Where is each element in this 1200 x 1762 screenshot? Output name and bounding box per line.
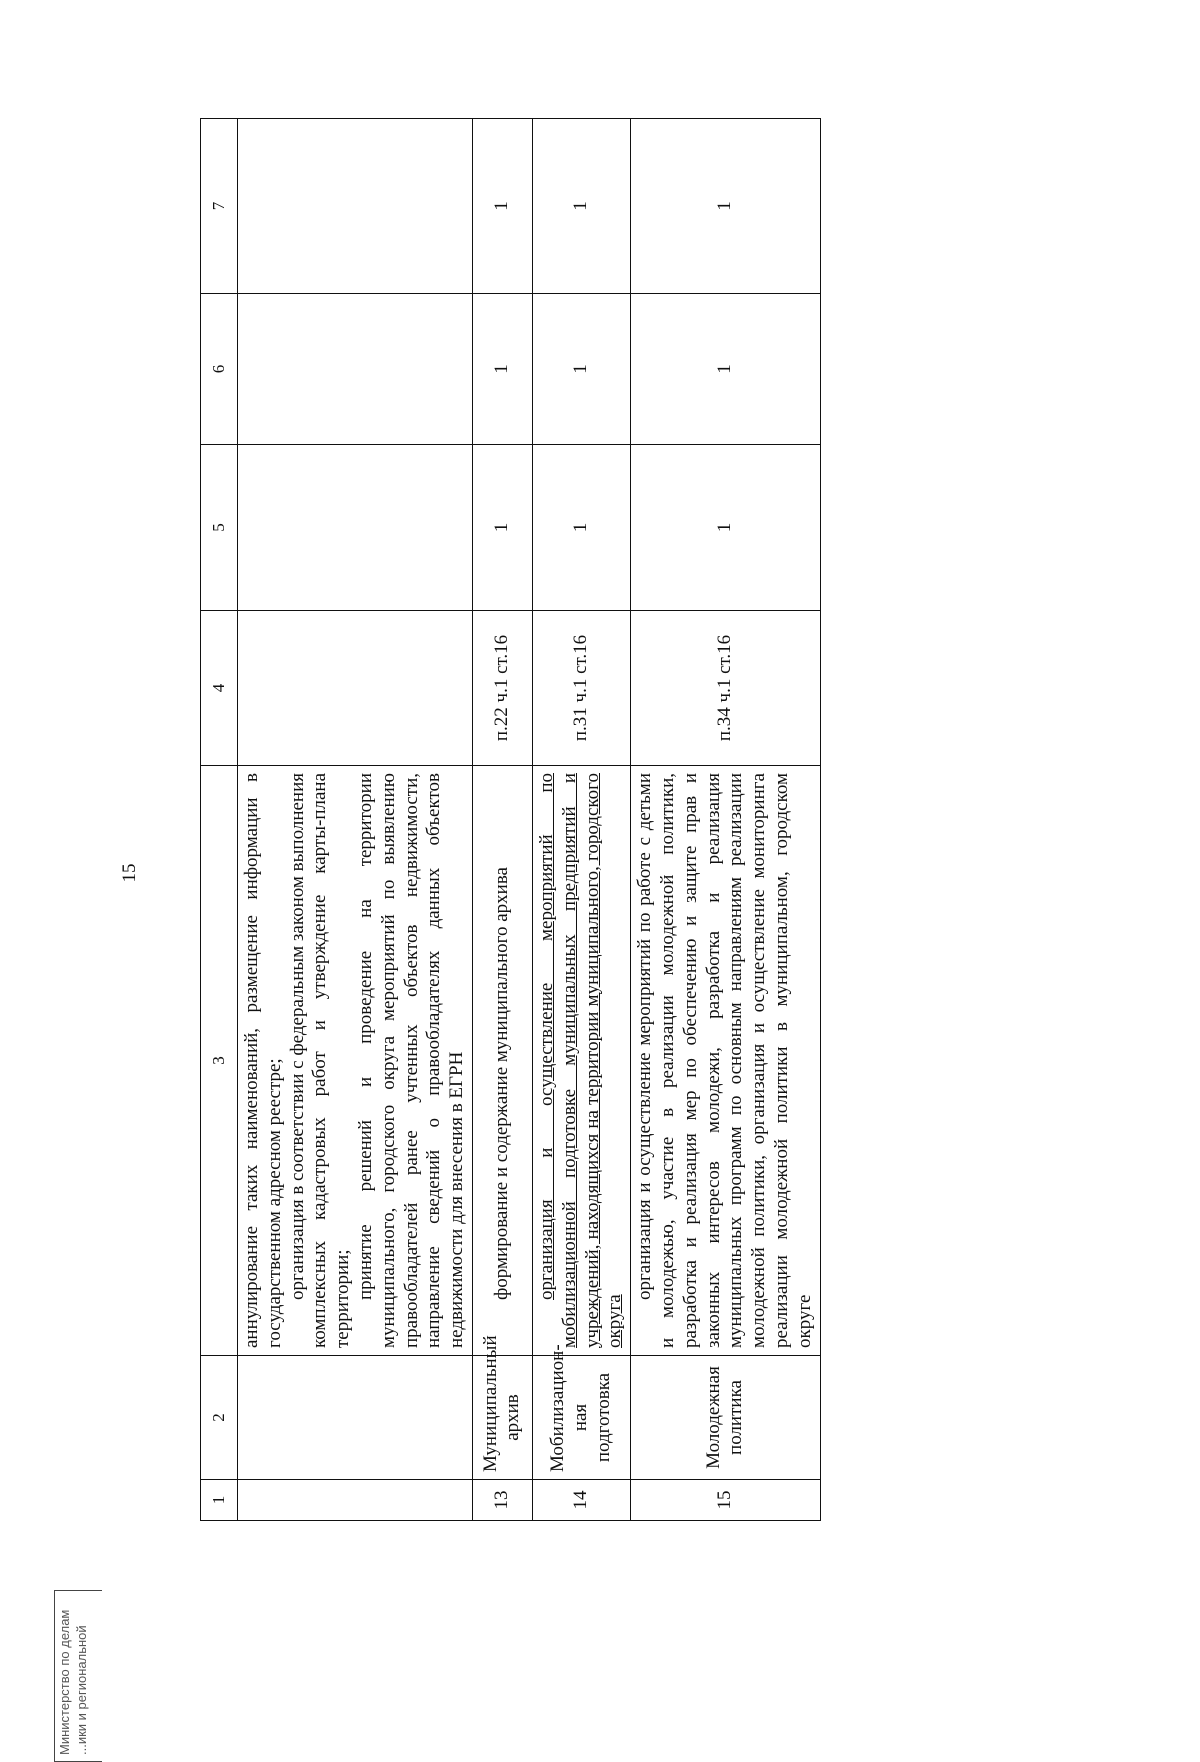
competence-description: формирование и содержание муниципального архива [472, 766, 532, 1356]
row-number: 14 [532, 1480, 630, 1521]
continuation-description [238, 766, 473, 1356]
law-reference: п.31 ч.1 ст.16 [532, 611, 630, 766]
value-cell: 1 [472, 119, 532, 294]
description-paragraph: организация в соответствии с федеральным законом выполнения комплексных кадастровых работ и утверждение карты-плана территории; [286, 773, 354, 1348]
law-reference: п.34 ч.1 ст.16 [631, 611, 820, 766]
header-cell-7: 7 [201, 119, 238, 294]
cell-empty [238, 294, 473, 445]
competence-description [532, 766, 630, 1356]
header-cell-4: 4 [201, 611, 238, 766]
row-number: 15 [631, 1480, 820, 1521]
stamp-line: ...ики и региональной [73, 1625, 89, 1755]
header-cell-1: 1 [201, 1480, 238, 1521]
value-cell: 1 [472, 294, 532, 445]
competence-name: Молодежная политика [631, 1356, 820, 1480]
value-cell: 1 [532, 119, 630, 294]
stamp [40, 1590, 115, 1762]
row-number: 13 [472, 1480, 532, 1521]
stamp-text [54, 1590, 102, 1762]
header-cell-3: 3 [201, 766, 238, 1356]
competence-description: организация и осуществление мероприятий по работе с детьми и молодежью, участие в реализации молодежной политики, разработка и реализация мер по обеспечению и защите прав и законных интересов молодежи, разработка и реализация муниципальных программ по основным направлениям реализации молодежной политики, организация и осуществление мониторинга реализации молодежной политики в муниципальном, городском округе [631, 766, 820, 1356]
value-cell: 1 [631, 445, 820, 611]
law-reference: п.22 ч.1 ст.16 [472, 611, 532, 766]
description-paragraph: принятие решений и проведение на территории муниципального, городского округа мероприятий по выявлению правообладателей ранее учтенных объектов недвижимости, направление сведений о правообладателях данных объектов недвижимости для внесения в ЕГРН [354, 773, 468, 1348]
competence-name: Мобилизацион-ная подготовка [532, 1356, 630, 1480]
table-row-continuation [238, 119, 473, 1521]
cell-empty [238, 1480, 473, 1521]
value-cell: 1 [532, 445, 630, 611]
header-cell-2: 2 [201, 1356, 238, 1480]
table-row [472, 119, 532, 1521]
competence-name: Муниципальный архив [472, 1356, 532, 1480]
rotated-table-block [200, 119, 815, 1521]
competence-table [200, 118, 821, 1521]
table-wrapper [200, 119, 815, 1521]
table-row [631, 119, 820, 1521]
page-number: 15 [119, 863, 140, 883]
stamp-line: Министерство по делам [57, 1609, 72, 1755]
description-text: организация и осуществление мероприятий по мобилизационной подготовке муниципальных предприятий и учреждений, находящихся на территории муниципального, городского округа [535, 773, 626, 1348]
table-row [532, 119, 630, 1521]
cell-empty [238, 1356, 473, 1480]
value-cell: 1 [631, 119, 820, 294]
value-cell: 1 [532, 294, 630, 445]
value-cell: 1 [631, 294, 820, 445]
cell-empty [238, 611, 473, 766]
value-cell: 1 [472, 445, 532, 611]
cell-empty [238, 119, 473, 294]
header-cell-5: 5 [201, 445, 238, 611]
description-paragraph: аннулирование таких наименований, размещение информации в государственном адресном реестре; [241, 773, 285, 1348]
header-row [201, 119, 238, 1521]
header-cell-6: 6 [201, 294, 238, 445]
cell-empty [238, 445, 473, 611]
